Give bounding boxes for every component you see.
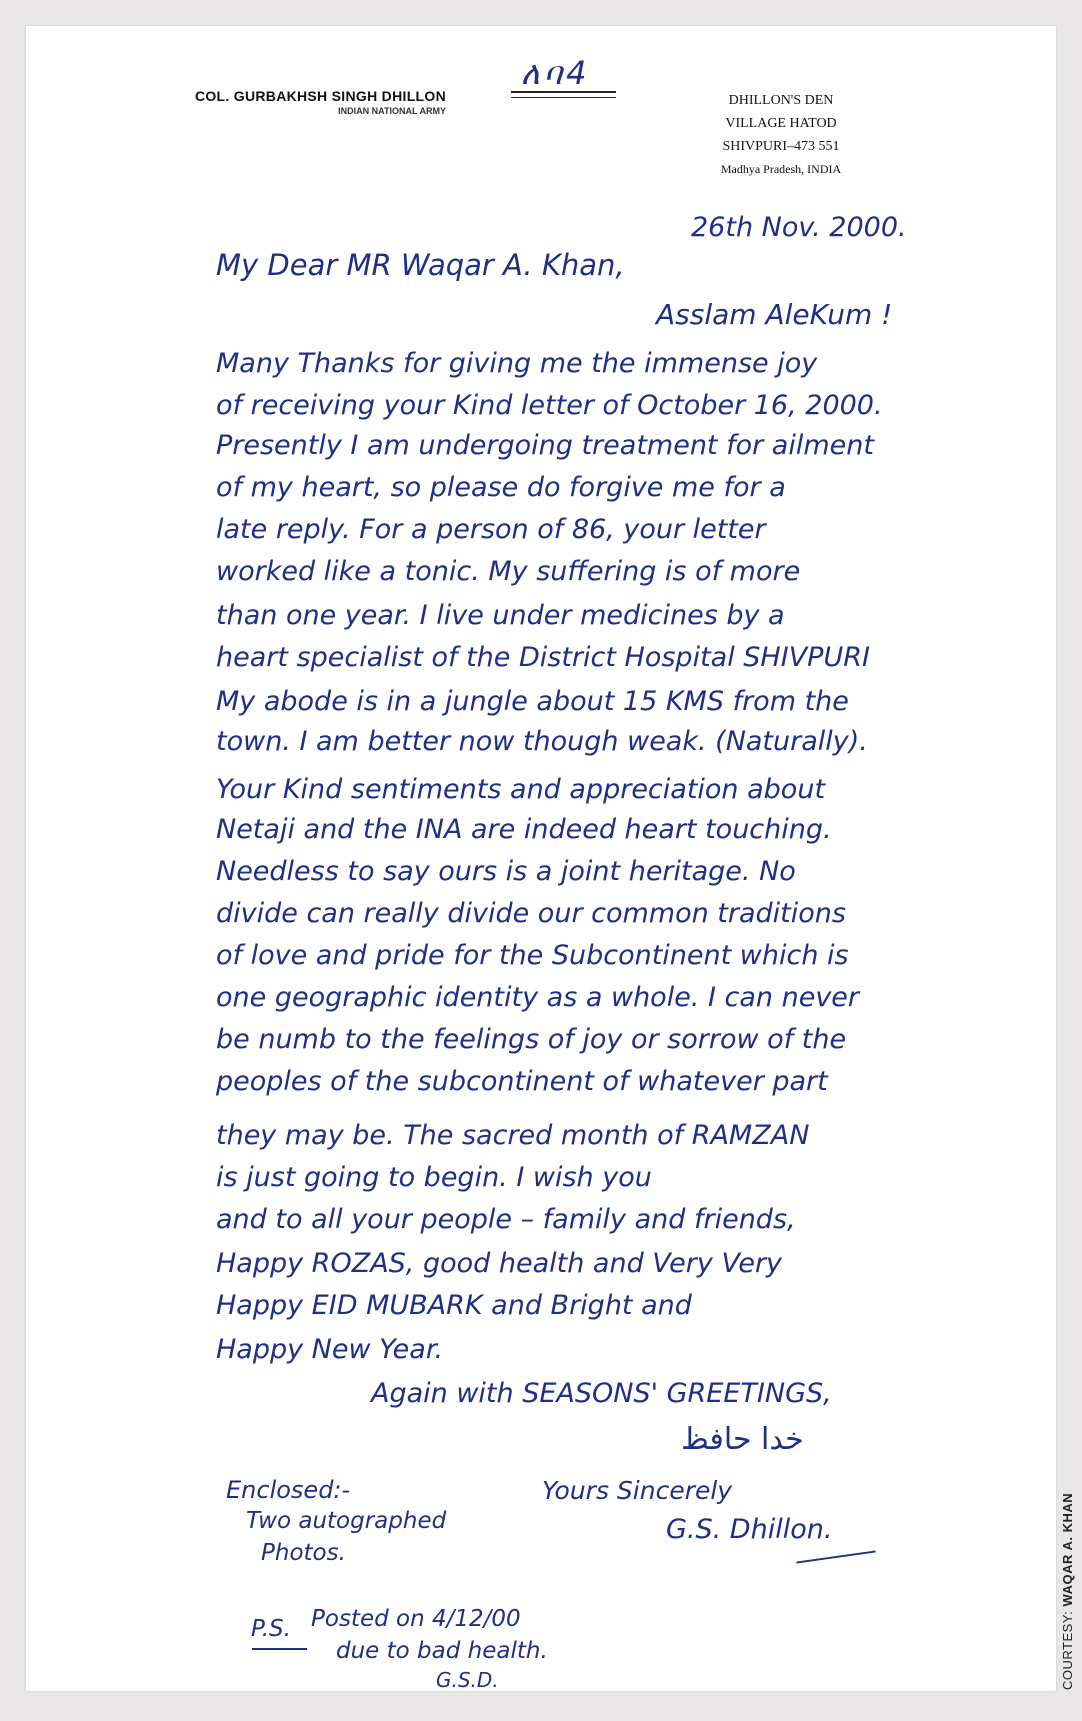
body-line: peoples of the subcontinent of whatever part [216,1066,828,1097]
urdu-farewell: خدا حافظ [681,1422,804,1457]
body-line: they may be. The sacred month of RAMZAN [216,1120,810,1151]
body-line: of love and pride for the Subcontinent which is [216,940,849,971]
credit-prefix: COURTESY: [1060,1606,1075,1690]
ps-line: Posted on 4/12/00 [311,1606,521,1632]
body-line: divide can really divide our common traditions [216,898,846,929]
ps-initials: G.S.D. [436,1668,499,1691]
body-line: of my heart, so please do forgive me for a [216,472,786,503]
salutation: My Dear MR Waqar A. Khan, [216,248,625,282]
credit-name: WAQAR A. KHAN [1060,1492,1075,1607]
body-line: Happy ROZAS, good health and Very Very [216,1248,783,1279]
letter-page [26,26,1056,1691]
ps-line: due to bad health. [336,1638,548,1664]
closing-greeting: Again with SEASONS' GREETINGS, [371,1378,832,1409]
enclosed-label: Enclosed:- [226,1476,351,1504]
body-line: worked like a tonic. My suffering is of more [216,556,801,587]
body-line: Netaji and the INA are indeed heart touching. [216,814,832,845]
body-line: Happy EID MUBARK and Bright and [216,1290,692,1321]
body-line: is just going to begin. I wish you [216,1162,652,1193]
address-line: DHILLON'S DEN [728,93,834,108]
body-line: My abode is in a jungle about 15 KMS from the [216,686,849,717]
signature: G.S. Dhillon. [666,1514,833,1545]
valediction: Yours Sincerely [542,1476,733,1505]
body-line: Your Kind sentiments and appreciation about [216,774,826,805]
body-line: heart specialist of the District Hospital SHIVPURI [216,642,870,673]
body-line: one geographic identity as a whole. I can never [216,982,860,1013]
body-line: than one year. I live under medicines by a [216,600,785,631]
address-line: VILLAGE HATOD [725,116,837,131]
signature-underline [796,1550,875,1563]
letterhead-address [686,89,876,181]
body-line: Needless to say ours is a joint heritage. No [216,856,796,887]
enclosed-item: Two autographed [246,1508,447,1534]
photo-credit [1060,1493,1075,1690]
letter-date: 26th Nov. 2000. [691,212,907,243]
address-line: Madhya Pradesh, INDIA [720,162,842,176]
body-line: and to all your people – family and friends, [216,1204,796,1235]
body-line: of receiving your Kind letter of October 16, 2000. [216,390,883,421]
filing-underline-second [511,97,616,98]
greeting: Asslam AleKum ! [656,298,893,331]
letterhead-sender [141,88,446,116]
sender-affiliation: INDIAN NATIONAL ARMY [338,106,446,116]
body-line: town. I am better now though weak. (Naturally). [216,726,868,757]
body-line: Many Thanks for giving me the immense joy [216,348,818,379]
address-line: SHIVPURI–473 551 [722,139,840,154]
filing-mark: ለባ4 [521,54,591,92]
body-line: late reply. For a person of 86, your letter [216,514,766,545]
ps-label: P.S. [251,1616,291,1642]
sender-name: COL. GURBAKHSH SINGH DHILLON [194,88,446,104]
body-line: Happy New Year. [216,1334,444,1365]
body-line: Presently I am undergoing treatment for ailment [216,430,874,461]
filing-underline [511,91,616,93]
body-line: be numb to the feelings of joy or sorrow of the [216,1024,847,1055]
ps-underline [252,1648,307,1650]
enclosed-item: Photos. [261,1540,346,1566]
